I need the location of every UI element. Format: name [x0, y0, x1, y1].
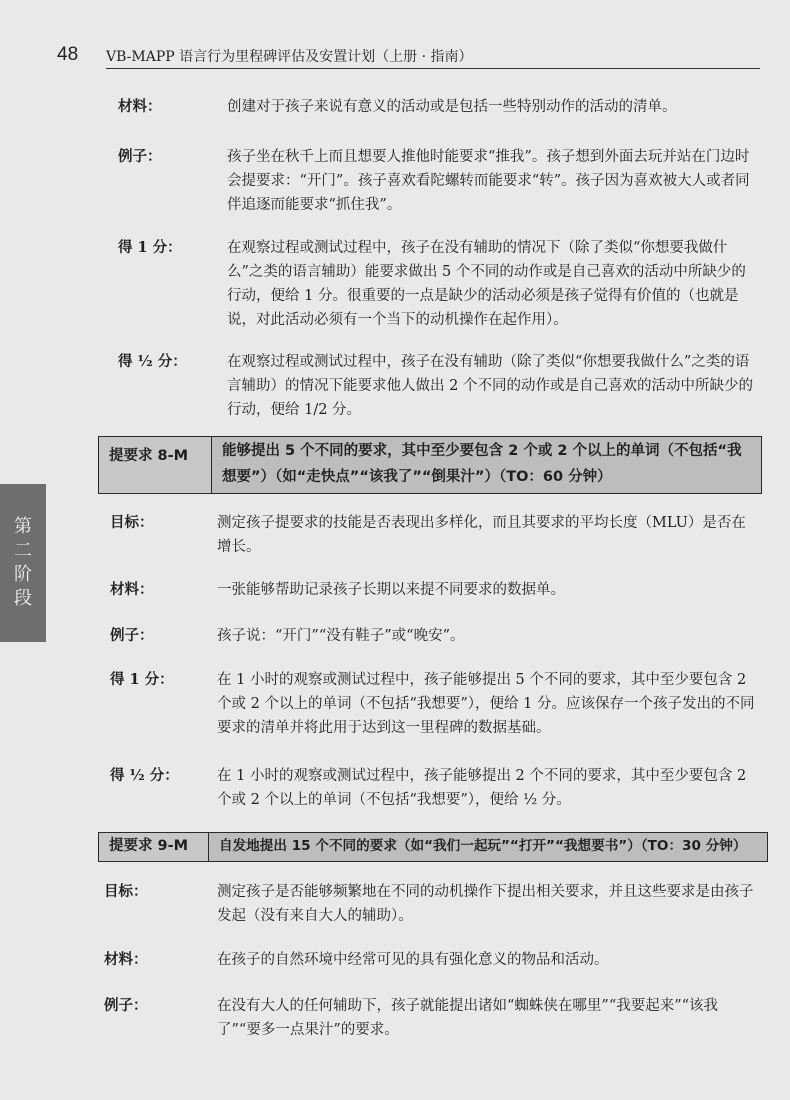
goal-9-label: 目标：: [104, 883, 148, 900]
examples-8-row: [110, 624, 760, 650]
goal-9-text: 测定孩子是否能够频繁地在不同的动机操作下提出相关要求，并且这些要求是由孩子发起（没有来自大人的辅助）。: [217, 884, 754, 924]
header-rule: [106, 68, 760, 69]
score-half-8-label: 得 ½ 分：: [110, 767, 179, 784]
page-number: 48: [57, 44, 79, 65]
score-half-8-text: 在 1 小时的观察或测试过程中，孩子能够提出 2 个不同的要求，其中至少要包含 2 个或 2 个以上的单词（不包括“我想要”），便给 ½ 分。: [217, 768, 747, 808]
milestone-8-code: 提要求 8-M: [99, 437, 212, 493]
score-1-8-text: 在 1 小时的观察或测试过程中，孩子能够提出 5 个不同的要求，其中至少要包含 2 个或 2 个以上的单词（不包括“我想要”），便给 1 分。应该保存一个孩子发出的不同要求的清单并将此用于达到这一里程碑的数据基础。: [217, 672, 755, 736]
examples-text: 孩子坐在秋千上而且想要人推他时能要求“推我”。孩子想到外面去玩并站在门边时会提要求：“开门”。孩子喜欢看陀螺转而能要求“转”。孩子因为喜欢被大人或者同伴追逐而能要求“抓住我”。: [227, 149, 750, 213]
examples-9-text: 在没有大人的任何辅助下，孩子就能提出诸如“蜘蛛侠在哪里”“我要起来”“该我了”“要多一点果汁”的要求。: [217, 998, 719, 1038]
examples-9-row: [104, 994, 760, 1044]
materials-row: [118, 95, 758, 121]
examples-8-label: 例子：: [110, 627, 154, 644]
score-1-text: 在观察过程或测试过程中，孩子在没有辅助的情况下（除了类似“你想要我做什么”之类的语言辅助）能要求做出 5 个不同的动作或是自己喜欢的活动中所缺少的行动，便给 1 分。很重要的一点是缺少的活动必须是孩子觉得有价值的（也就是说，对此活动必须有一个当下的动机操作在起作用）。: [227, 240, 746, 328]
score-1-row: [118, 236, 758, 334]
materials-9-label: 材料：: [104, 951, 148, 968]
score-half-label: 得 ½ 分：: [118, 353, 187, 370]
milestone-9-description: 自发地提出 15 个不同的要求（如“我们一起玩”“打开”“我想要书”）（TO：30 分钟）: [219, 838, 747, 854]
milestone-8-box: [98, 436, 762, 494]
examples-row: [118, 145, 758, 219]
score-1-8-row: [110, 668, 760, 742]
goal-8-row: [110, 511, 760, 561]
side-tab-label: 第二阶段: [14, 516, 32, 609]
milestone-9-box: [98, 832, 768, 862]
materials-label: 材料：: [118, 98, 162, 115]
examples-9-label: 例子：: [104, 997, 148, 1014]
goal-8-label: 目标：: [110, 514, 154, 531]
materials-text: 创建对于孩子来说有意义的活动或是包括一些特别动作的活动的清单。: [227, 99, 677, 115]
score-1-8-label: 得 1 分：: [110, 671, 174, 688]
materials-9-row: [104, 948, 760, 974]
examples-8-text: 孩子说：“开门”“没有鞋子”或“晚安”。: [217, 628, 465, 644]
examples-label: 例子：: [118, 148, 162, 165]
milestone-8-description: 能够提出 5 个不同的要求，其中至少要包含 2 个或 2 个以上的单词（不包括“我想要”）（如“走快点”“该我了”“倒果汁”）（TO：60 分钟）: [222, 443, 742, 485]
score-half-row: [118, 350, 758, 424]
materials-8-text: 一张能够帮助记录孩子长期以来提不同要求的数据单。: [217, 582, 565, 598]
running-header: VB-MAPP 语言行为里程碑评估及安置计划（上册 · 指南）: [106, 49, 473, 65]
goal-8-text: 测定孩子提要求的技能是否表现出多样化，而且其要求的平均长度（MLU）是否在增长。: [217, 515, 746, 555]
goal-9-row: [104, 880, 760, 930]
milestone-9-code: 提要求 9-M: [99, 833, 209, 861]
score-half-8-row: [110, 764, 760, 814]
score-half-text: 在观察过程或测试过程中，孩子在没有辅助（除了类似“你想要我做什么”之类的语言辅助）的情况下能要求他人做出 2 个不同的动作或是自己喜欢的活动中所缺少的行动，便给 1/2 分。: [227, 354, 753, 418]
materials-8-label: 材料：: [110, 581, 154, 598]
materials-8-row: [110, 578, 760, 604]
score-1-label: 得 1 分：: [118, 239, 182, 256]
side-tab: [0, 484, 46, 642]
materials-9-text: 在孩子的自然环境中经常可见的具有强化意义的物品和活动。: [217, 952, 609, 968]
